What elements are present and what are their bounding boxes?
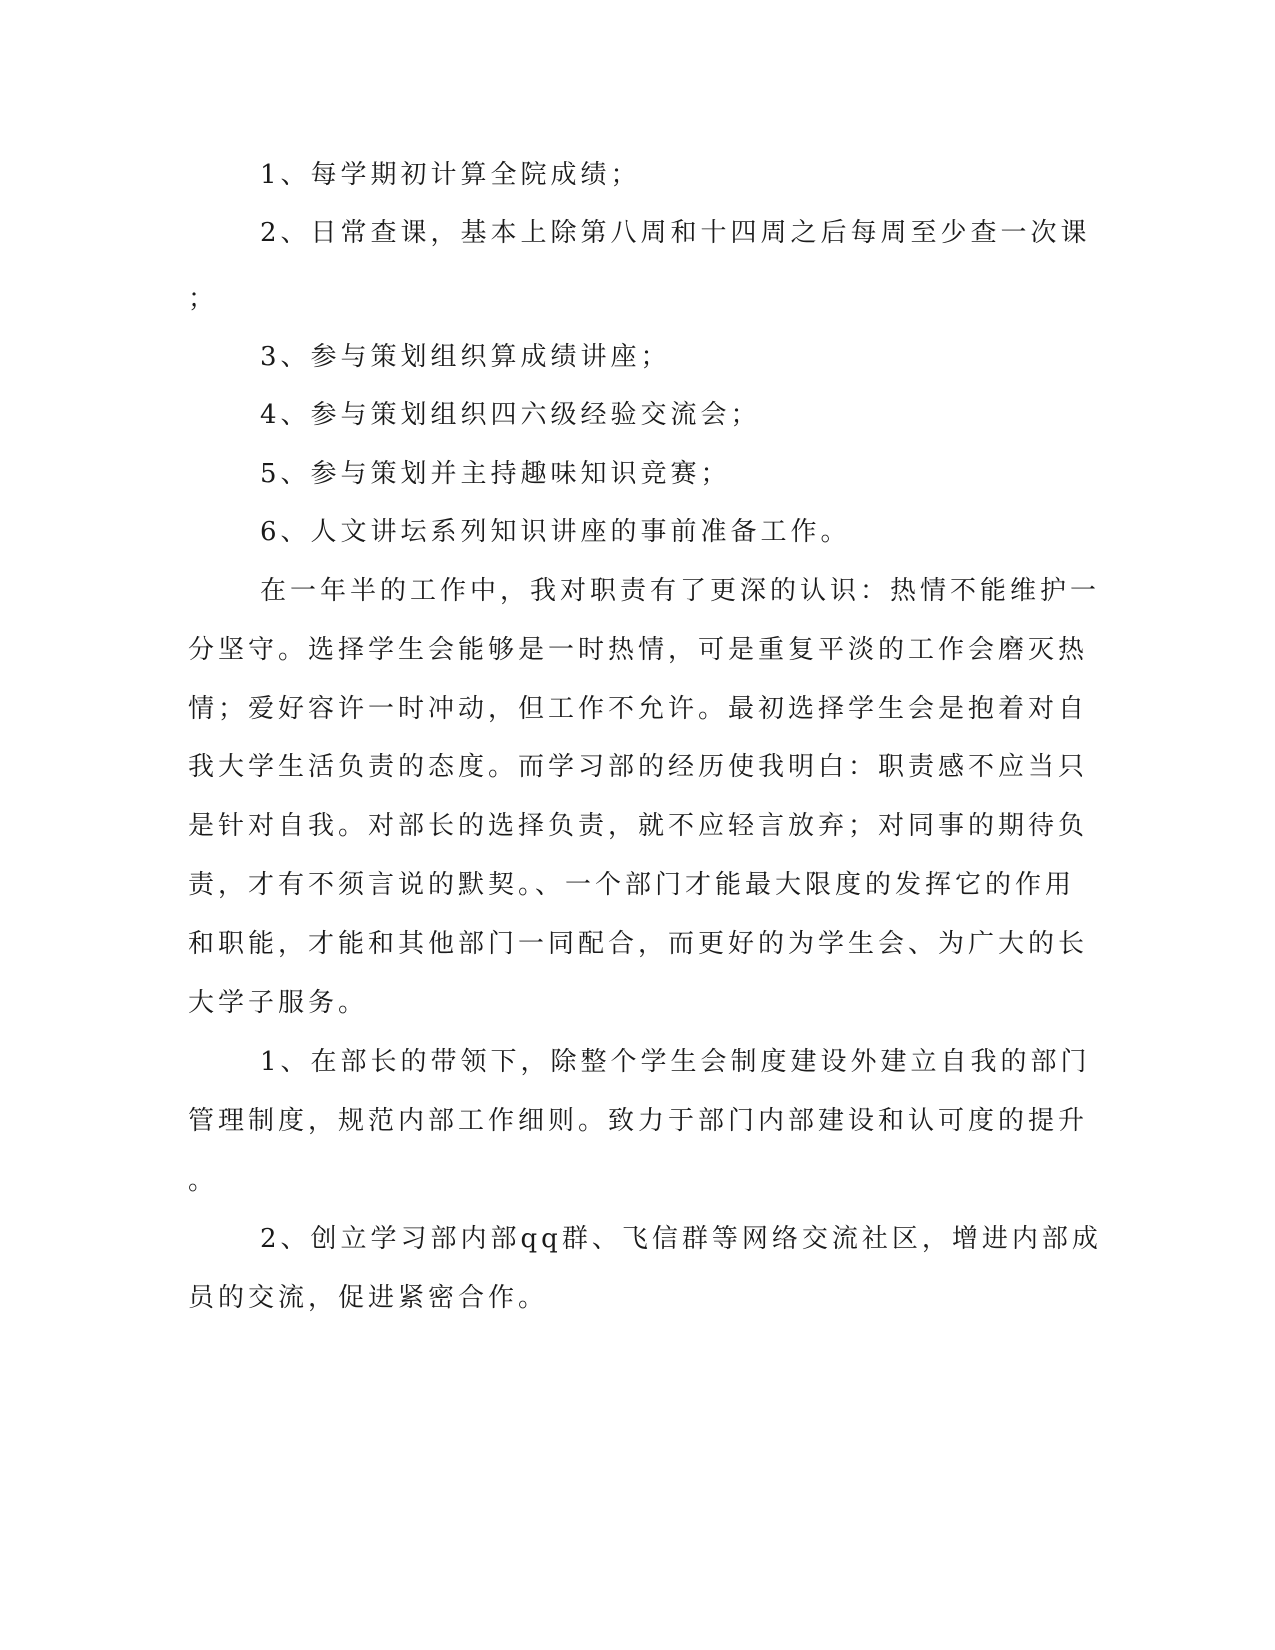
paragraph-line: 我大学生活负责的态度。而学习部的经历使我明白：职责感不应当只 bbox=[188, 752, 1089, 782]
paragraph-line: 大学子服务。 bbox=[188, 988, 369, 1018]
list-item-3: 3、参与策划组织算成绩讲座； bbox=[260, 342, 671, 372]
list-item-6: 6、人文讲坛系列知识讲座的事前准备工作。 bbox=[260, 517, 851, 547]
list-item-1: 1、每学期初计算全院成绩； bbox=[260, 160, 641, 190]
list-item-2: 2、创立学习部内部qq群、飞信群等网络交流社区，增进内部成 bbox=[260, 1224, 1102, 1254]
paragraph-line: 责，才有不须言说的默契。、一个部门才能最大限度的发挥它的作用 bbox=[188, 870, 1076, 900]
list-item-1: 1、在部长的带领下，除整个学生会制度建设外建立自我的部门 bbox=[260, 1047, 1091, 1077]
paragraph-line: 和职能，才能和其他部门一同配合，而更好的为学生会、为广大的长 bbox=[188, 929, 1089, 959]
paragraph-line: 是针对自我。对部长的选择负责，就不应轻言放弃；对同事的期待负 bbox=[188, 811, 1089, 841]
paragraph-line: 在一年半的工作中，我对职责有了更深的认识：热情不能维护一 bbox=[260, 576, 1101, 606]
list-item-1-continuation: 管理制度，规范内部工作细则。致力于部门内部建设和认可度的提升 bbox=[188, 1106, 1089, 1136]
list-item-2-continuation: ； bbox=[188, 284, 219, 314]
list-item-2-continuation: 员的交流，促进紧密合作。 bbox=[188, 1283, 549, 1313]
paragraph-line: 分坚守。选择学生会能够是一时热情，可是重复平淡的工作会磨灭热 bbox=[188, 635, 1089, 665]
list-item-5: 5、参与策划并主持趣味知识竞赛； bbox=[260, 459, 731, 489]
list-item-4: 4、参与策划组织四六级经验交流会； bbox=[260, 400, 761, 430]
list-item-2: 2、日常查课，基本上除第八周和十四周之后每周至少查一次课 bbox=[260, 218, 1091, 248]
list-item-1-continuation: 。 bbox=[188, 1166, 219, 1196]
paragraph-line: 情；爱好容许一时冲动，但工作不允许。最初选择学生会是抱着对自 bbox=[188, 694, 1089, 724]
